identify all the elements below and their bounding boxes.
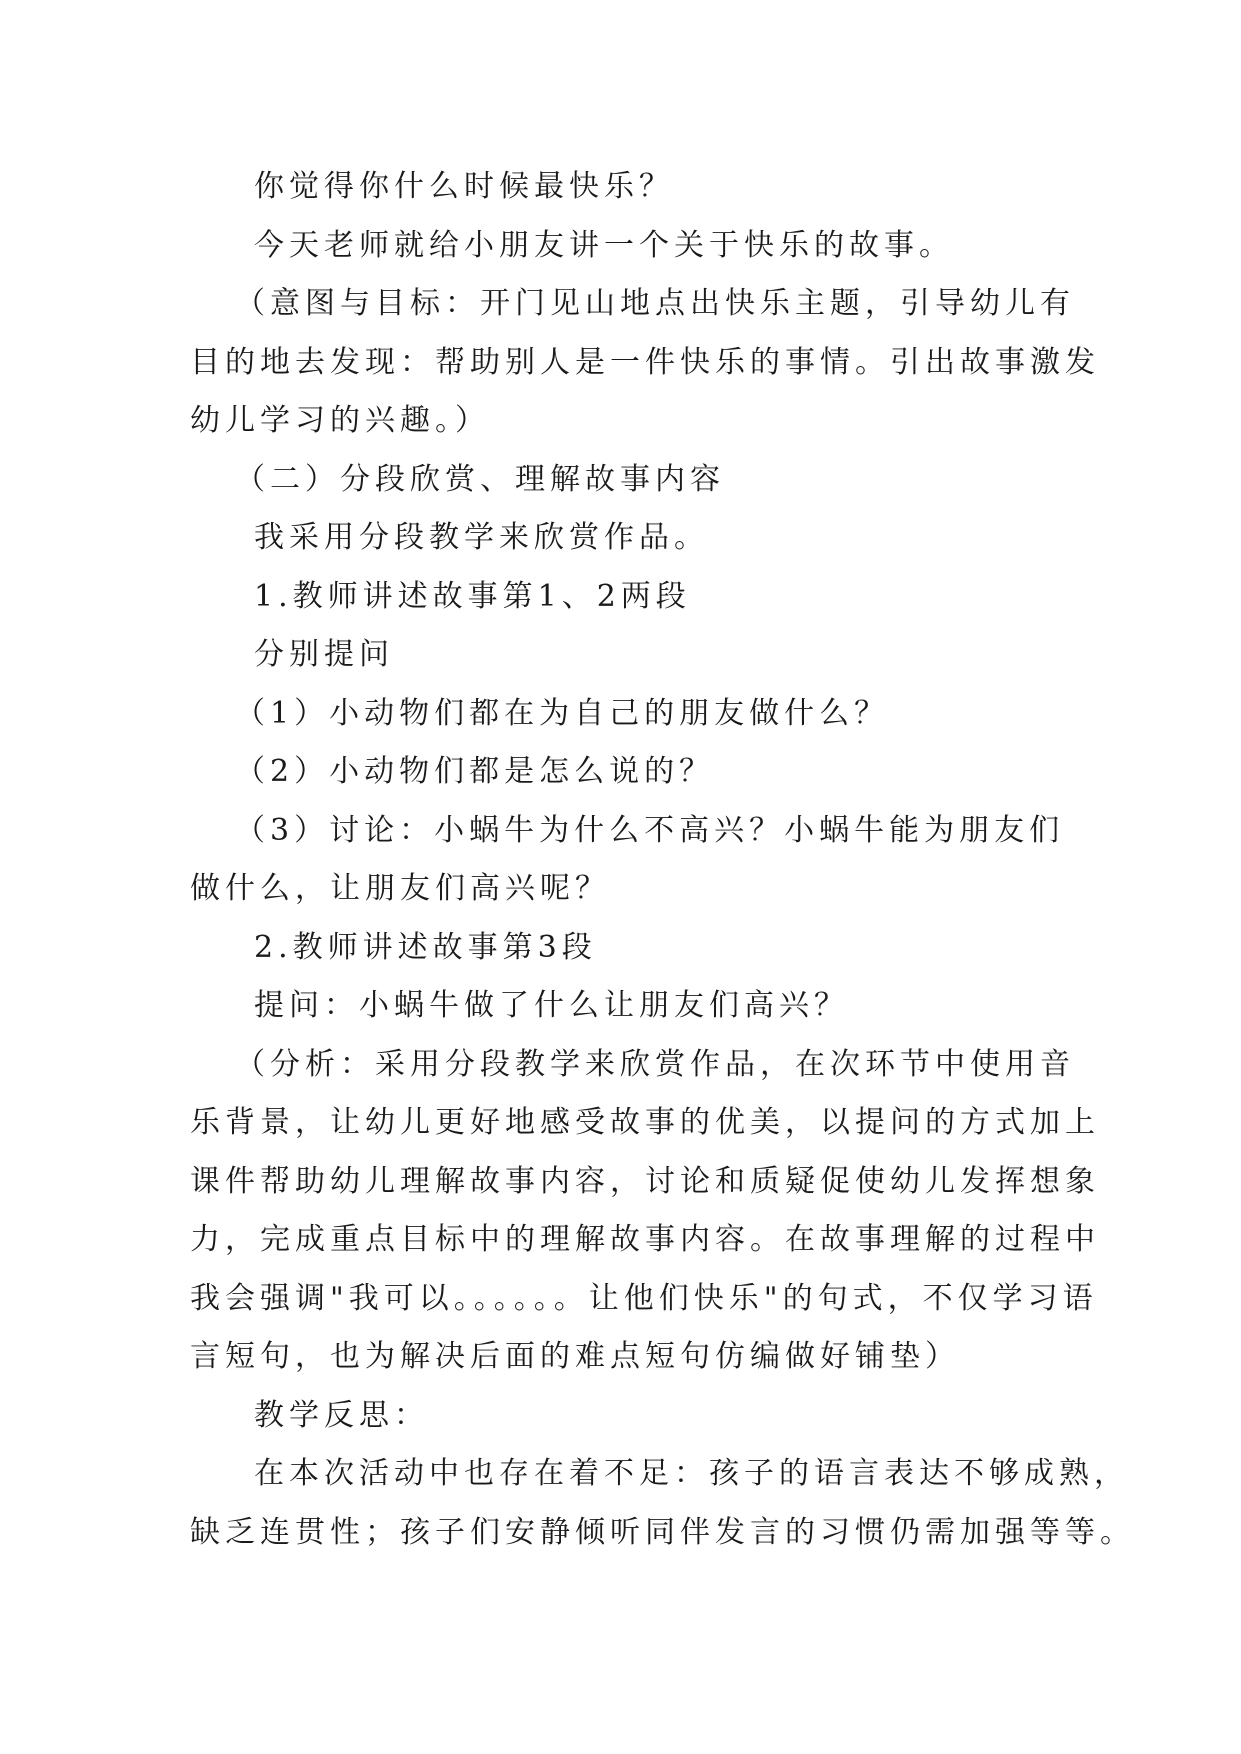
paragraph-line: 课件帮助幼儿理解故事内容，讨论和质疑促使幼儿发挥想象 [190,1163,1100,1199]
document-body [190,158,1135,1562]
list-item: 1.教师讲述故事第1、2两段 [254,578,691,614]
paragraph-line: 做什么，让朋友们高兴呢？ [190,871,610,906]
list-item: 2.教师讲述故事第3段 [254,929,597,965]
paragraph-line: 乐背景，让幼儿更好地感受故事的优美，以提问的方式加上 [190,1105,1100,1140]
section-heading: （二）分段欣赏、理解故事内容 [235,461,725,497]
paragraph-line: 在本次活动中也存在着不足：孩子的语言表达不够成熟， [254,1456,1129,1491]
section-heading: 教学反思： [254,1397,429,1433]
question-item: （3）讨论：小蜗牛为什么不高兴？小蜗牛能为朋友们 [235,812,1065,848]
paragraph-line: 我会强调"我可以。。。。。。让他们快乐"的句式，不仅学习语 [190,1280,1098,1316]
question-item: （2）小动物们都是怎么说的？ [235,754,715,789]
paragraph-line: 幼儿学习的兴趣。） [190,403,490,438]
paragraph-line: 分别提问 [254,637,394,672]
paragraph-line: （意图与目标：开门见山地点出快乐主题，引导幼儿有 [235,286,1075,321]
paragraph-line: 力，完成重点目标中的理解故事内容。在故事理解的过程中 [190,1222,1100,1257]
paragraph-line: 目的地去发现：帮助别人是一件快乐的事情。引出故事激发 [190,344,1100,380]
paragraph-line: 提问：小蜗牛做了什么让朋友们高兴？ [254,988,849,1023]
paragraph-line: 言短句，也为解决后面的难点短句仿编做好铺垫） [190,1339,960,1374]
paragraph-line: 缺乏连贯性；孩子们安静倾听同伴发言的习惯仍需加强等等。 [190,1514,1135,1550]
question-item: （1）小动物们都在为自己的朋友做什么？ [235,695,890,731]
paragraph-line: 你觉得你什么时候最快乐？ [254,169,674,204]
paragraph-line: 我采用分段教学来欣赏作品。 [254,520,709,555]
paragraph-line: （分析：采用分段教学来欣赏作品，在次环节中使用音 [235,1046,1075,1082]
paragraph-line: 今天老师就给小朋友讲一个关于快乐的故事。 [254,227,954,263]
